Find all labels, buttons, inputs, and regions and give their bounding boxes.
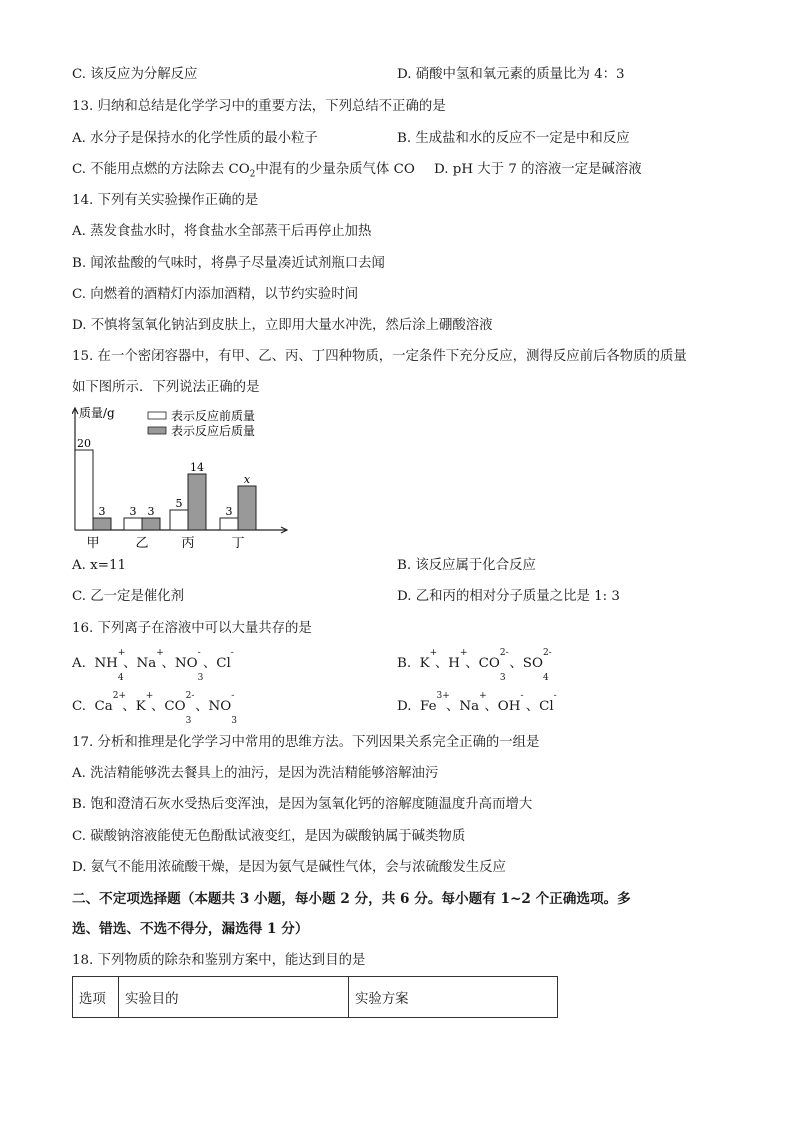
ion-potassium: K + [135,691,154,714]
table-header-option: 选项 [73,977,119,1018]
value-label-before-1: 3 [129,505,137,518]
value-label-after-3: x [243,473,251,486]
ion-sodium: Na + [136,648,164,671]
q18-stem: 18. 下列物质的除杂和鉴别方案中，能达到目的是 [72,953,366,968]
value-label-before-0: 20 [77,437,91,450]
ion-carbonate: CO 2- 3 [478,648,509,683]
ion-chloride: Cl - [539,691,557,714]
q15-option-d: D. 乙和丙的相对分子质量之比是 1: 3 [397,589,620,604]
bar-before-1 [124,518,142,530]
q16d-label: D. [397,699,412,714]
q13-option-a: A. 水分子是保持水的化学性质的最小粒子 [72,131,318,146]
ion-sodium: Na + [459,691,487,714]
q17-option-d: D. 氨气不能用浓硫酸干燥，是因为氨气是碱性气体，会与浓硫酸发生反应 [72,860,506,875]
category-label-1: 乙 [135,536,149,551]
q16-option-a: A. NH + 4 、Na + 、NO - 3 、Cl - [72,648,234,683]
q13-option-c [72,161,415,179]
table-row [73,977,558,1018]
value-label-before-3: 3 [225,505,233,518]
ion-hydroxide: OH - [497,691,524,714]
q13c-text-pre: C. 不能用点燃的方法除去 CO [72,162,250,177]
q16-stem: 16. 下列离子在溶液中可以大量共存的是 [72,621,312,636]
q15-option-a: A. x=11 [72,558,126,573]
category-label-3: 丁 [231,536,245,551]
ion-ammonium: NH + 4 [94,648,126,683]
bar-before-3 [220,518,238,530]
q16a-label: A. [72,656,86,671]
q14-option-d: D. 不慎将氢氧化钠沾到皮肤上，立即用大量水冲洗，然后涂上硼酸溶液 [72,318,493,333]
q15-stem-cont: 如下图所示．下列说法正确的是 [72,380,260,395]
q16-option-c: C. Ca 2+ 、K + 、CO 2- 3 、NO - 3 [72,691,237,726]
category-label-0: 甲 [86,536,100,551]
q13c-text-post: 中混有的少量杂质气体 CO [255,162,415,177]
legend-swatch-after [148,427,166,434]
q14-option-c: C. 向燃着的酒精灯内添加酒精，以节约实验时间 [72,287,359,302]
bar-after-0 [93,518,111,530]
y-axis-label: 质量/g [79,406,115,420]
bar-after-3 [238,486,256,530]
section-2-heading-cont: 选、错选、不选不得分，漏选得 1 分） [72,921,309,937]
legend-label-after: 表示反应后质量 [171,424,256,438]
ion-calcium: Ca 2+ [94,691,127,714]
q12-option-c: C. 该反应为分解反应 [72,67,198,82]
q14-option-a: A. 蒸发食盐水时，将食盐水全部蒸干后再停止加热 [72,224,372,239]
q16c-label: C. [72,699,87,714]
ion-nitrate: NO - 3 [174,648,204,683]
q16-option-d: D. Fe 3+ 、Na + 、OH - 、Cl - [397,691,557,714]
ion-sulfate: SO 2- 4 [522,648,552,683]
legend-label-before: 表示反应前质量 [171,409,256,423]
ion-potassium: K + [419,648,438,671]
value-label-after-2: 14 [190,461,204,474]
value-label-after-0: 3 [98,505,106,518]
value-label-before-2: 5 [175,497,183,510]
table-header-scheme: 实验方案 [349,977,558,1018]
q15-option-b: B. 该反应属于化合反应 [397,558,536,573]
section-2-heading: 二、不定项选择题（本题共 3 小题，每小题 2 分，共 6 分。每小题有 1~2 个正确选项。多 [72,891,631,907]
bar-after-2 [188,474,206,530]
q15-stem: 15. 在一个密闭容器中，有甲、乙、丙、丁四种物质，一定条件下充分反应，测得反应前后各物质的质量 [72,349,687,364]
q12-option-d: D. 硝酸中氢和氧元素的质量比为 4：3 [397,67,625,82]
value-label-after-1: 3 [147,505,155,518]
q16b-label: B. [397,656,412,671]
mass-bar-chart [72,402,302,552]
bar-after-1 [142,518,160,530]
ion-carbonate: CO 2- 3 [164,691,195,726]
q15-option-c: C. 乙一定是催化剂 [72,589,185,604]
q17-stem: 17. 分析和推理是化学学习中常用的思维方法。下列因果关系完全正确的一组是 [72,735,540,750]
q13-stem: 13. 归纳和总结是化学学习中的重要方法，下列总结不正确的是 [72,99,446,114]
q17-option-b: B. 饱和澄清石灰水受热后变浑浊，是因为氢氧化钙的溶解度随温度升高而增大 [72,797,533,812]
ion-nitrate: NO - 3 [208,691,237,726]
q17-option-c: C. 碳酸钠溶液能使无色酚酞试液变红，是因为碳酸钠属于碱类物质 [72,829,466,844]
ion-hydrogen: H + [448,648,468,671]
q13-option-b: B. 生成盐和水的反应不一定是中和反应 [397,131,630,146]
ion-iron-iii: Fe 3+ [420,691,450,714]
q13c-subscript: 2 [249,169,256,180]
q16-option-b: B. K + 、H + 、CO 2- 3 、SO 2- 4 [397,648,552,683]
q13-option-d: D. pH 大于 7 的溶液一定是碱溶液 [434,162,642,177]
q18-table [72,976,558,1018]
table-header-purpose: 实验目的 [119,977,349,1018]
q17-option-a: A. 洗洁精能够洗去餐具上的油污，是因为洗洁精能够溶解油污 [72,766,439,781]
q14-option-b: B. 闻浓盐酸的气味时，将鼻子尽量凑近试剂瓶口去闻 [72,256,385,271]
bar-before-0 [75,450,93,530]
ion-chloride: Cl - [216,648,234,671]
q14-stem: 14. 下列有关实验操作正确的是 [72,193,259,208]
legend-swatch-before [148,412,166,419]
bar-before-2 [170,510,188,530]
category-label-2: 丙 [181,536,195,551]
